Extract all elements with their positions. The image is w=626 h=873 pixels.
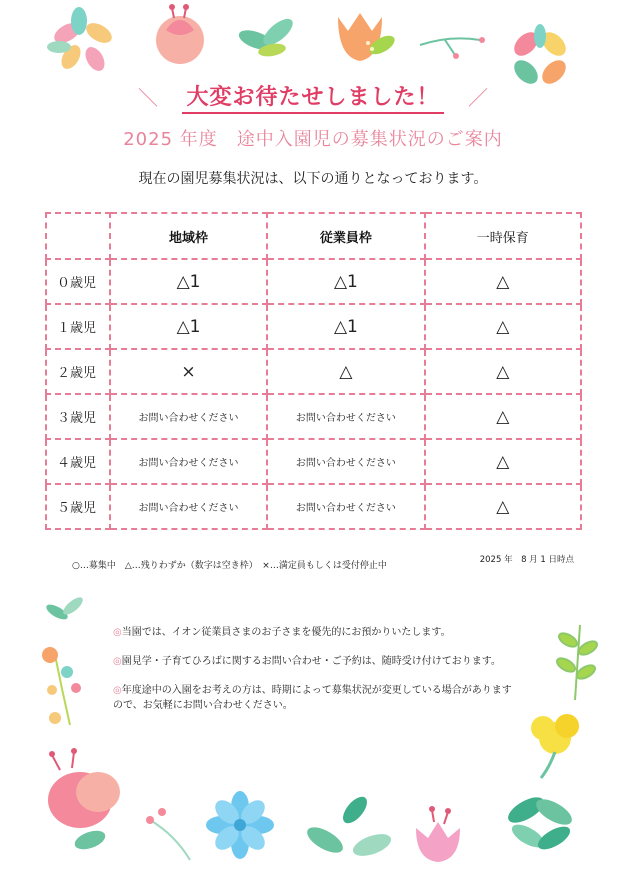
blue-flower-icon (206, 791, 274, 859)
ichiji-cell: △ (425, 259, 581, 304)
bullet-icon: ◎ (113, 656, 122, 667)
age-cell: ３歳児 (46, 394, 110, 439)
chiiki-cell: お問い合わせください (110, 439, 267, 484)
headline-area (0, 80, 626, 114)
bottom-stem-icon (146, 808, 190, 860)
header-ichiji: 一時保育 (425, 213, 581, 259)
table-row (46, 259, 581, 304)
right-fern-icon (555, 625, 599, 700)
note-item (113, 683, 533, 713)
table-row (46, 394, 581, 439)
table-row (46, 304, 581, 349)
pink-tulip-icon (156, 4, 204, 64)
age-cell: ２歳児 (46, 349, 110, 394)
note-text: 年度途中の入園をお考えの方は、時期によって募集状況が変更している場合があります (121, 685, 512, 696)
headline: 大変お待たせしました！ (182, 80, 443, 114)
legend: ○…募集中 △…残りわずか（数字は空き枠） ×…満定員もしくは受付停止中 (72, 561, 387, 571)
bottom-right-leaves-icon (504, 792, 576, 854)
intro-text: 現在の園児募集状況は、以下の通りとなっております。 (138, 171, 488, 187)
table-row (46, 439, 581, 484)
slash-left-decoration: ＼ (138, 86, 158, 110)
age-cell: ４歳児 (46, 439, 110, 484)
yellow-flower-icon (531, 714, 579, 778)
table-header-row (46, 213, 581, 259)
header-blank (46, 213, 110, 259)
chiiki-cell: △1 (110, 259, 267, 304)
ichiji-cell: △ (425, 439, 581, 484)
note-text: 園見学・子育てひろばに関するお問い合わせ・ご予約は、随時受け付けております。 (121, 656, 501, 667)
ichiji-cell: △ (425, 349, 581, 394)
left-leaf-icon (44, 594, 85, 622)
ichiji-cell: △ (425, 304, 581, 349)
bottom-pink-flower-icon (416, 806, 460, 862)
note-text: 当園では、イオン従業員さまのお子さまを優先的にお預かりいたします。 (121, 627, 451, 638)
jugyoin-cell: △1 (267, 304, 424, 349)
notes (113, 625, 533, 713)
jugyoin-cell: お問い合わせください (267, 484, 424, 529)
top-right-flower-icon (510, 24, 571, 88)
top-left-flower-icon (47, 7, 115, 74)
enrollment-status-table (45, 212, 582, 530)
slash-right-decoration: ／ (468, 86, 488, 110)
chiiki-cell: お問い合わせください (110, 484, 267, 529)
orange-tulip-icon (338, 13, 398, 61)
ichiji-cell: △ (425, 484, 581, 529)
chiiki-cell: × (110, 349, 267, 394)
bottom-leaves-icon (303, 793, 394, 861)
age-cell: ５歳児 (46, 484, 110, 529)
leaf-icon (236, 14, 297, 58)
chiiki-cell: △1 (110, 304, 267, 349)
bullet-icon: ◎ (113, 627, 122, 638)
page-title: 2025 年度 途中入園児の募集状況のご案内 (123, 129, 503, 150)
berry-stem-icon (420, 38, 480, 55)
table-row (46, 484, 581, 529)
chiiki-cell: お問い合わせください (110, 394, 267, 439)
bullet-icon: ◎ (113, 685, 122, 696)
as-of-date: 2025 年 8 月 1 日時点 (479, 555, 574, 565)
left-berry-stem-icon (42, 647, 81, 725)
jugyoin-cell: お問い合わせください (267, 439, 424, 484)
ichiji-cell: △ (425, 394, 581, 439)
bottom-left-flower-icon (48, 748, 120, 853)
header-jugyoin: 従業員枠 (267, 213, 424, 259)
note-item (113, 654, 533, 669)
table-row (46, 349, 581, 394)
jugyoin-cell: △1 (267, 259, 424, 304)
jugyoin-cell: △ (267, 349, 424, 394)
age-cell: １歳児 (46, 304, 110, 349)
note-text-continued: ので、お気軽にお問い合わせください。 (113, 700, 293, 711)
jugyoin-cell: お問い合わせください (267, 394, 424, 439)
header-chiiki: 地域枠 (110, 213, 267, 259)
age-cell: ０歳児 (46, 259, 110, 304)
note-item (113, 625, 533, 640)
